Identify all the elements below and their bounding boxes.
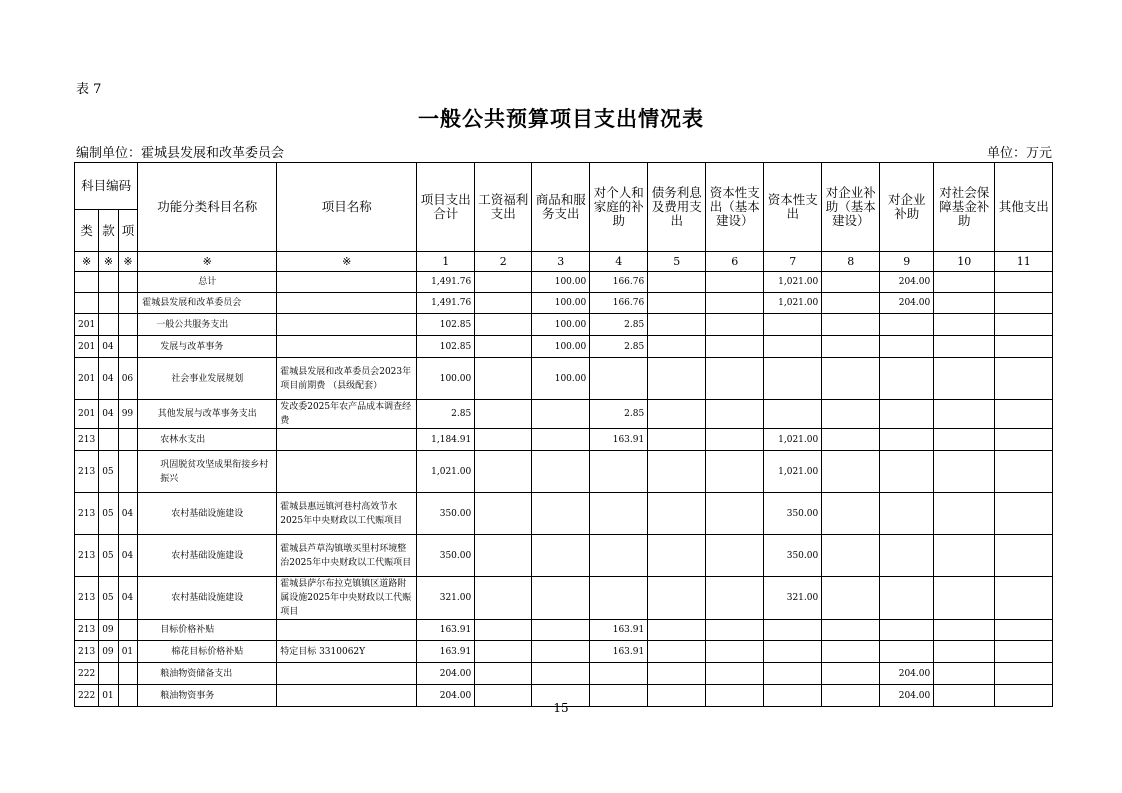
marker-cell: 10	[934, 252, 995, 272]
cell-capital	[764, 641, 822, 663]
cell-kuan: 04	[99, 400, 119, 429]
cell-social	[934, 577, 995, 620]
cell-function-name: 总计	[138, 272, 277, 293]
col-ent-basic: 对企业补助（基本建设）	[822, 163, 880, 252]
cell-xiang	[118, 620, 138, 641]
budget-table	[74, 162, 1053, 707]
cell-ent-basic	[822, 535, 880, 577]
table-number: 表 7	[76, 82, 102, 97]
cell-other	[995, 493, 1053, 535]
cell-personal: 2.85	[590, 400, 648, 429]
cell-capital	[764, 358, 822, 400]
cell-kuan: 09	[99, 620, 119, 641]
cell-lei: 213	[75, 535, 99, 577]
cell-enterprise	[880, 577, 934, 620]
cell-cap-basic	[706, 641, 764, 663]
cell-wage	[475, 620, 532, 641]
cell-enterprise: 204.00	[880, 293, 934, 314]
cell-total: 2.85	[417, 400, 475, 429]
cell-goods: 100.00	[532, 358, 590, 400]
marker-cell: 6	[706, 252, 764, 272]
cell-kuan: 04	[99, 358, 119, 400]
cell-lei: 201	[75, 400, 99, 429]
cell-social	[934, 400, 995, 429]
marker-cell: ※	[138, 252, 277, 272]
cell-capital: 321.00	[764, 577, 822, 620]
cell-capital	[764, 336, 822, 358]
cell-personal: 166.76	[590, 293, 648, 314]
cell-xiang	[118, 336, 138, 358]
cell-ent-basic	[822, 663, 880, 685]
col-debt: 债务利息及费用支出	[648, 163, 706, 252]
marker-cell: ※	[75, 252, 99, 272]
cell-project-name: 霍城县发展和改革委员会2023年项目前期费 （县级配套）	[277, 358, 417, 400]
cell-goods	[532, 663, 590, 685]
cell-function-name: 发展与改革事务	[138, 336, 277, 358]
cell-personal: 163.91	[590, 641, 648, 663]
cell-debt	[648, 400, 706, 429]
cell-goods	[532, 451, 590, 493]
cell-xiang: 04	[118, 577, 138, 620]
cell-enterprise	[880, 451, 934, 493]
cell-lei: 213	[75, 429, 99, 451]
cell-other	[995, 535, 1053, 577]
cell-other	[995, 620, 1053, 641]
cell-total: 163.91	[417, 641, 475, 663]
cell-ent-basic	[822, 272, 880, 293]
cell-goods	[532, 641, 590, 663]
cell-goods: 100.00	[532, 272, 590, 293]
table-row	[75, 400, 1053, 429]
cell-function-name: 农村基础设施建设	[138, 577, 277, 620]
cell-lei: 213	[75, 451, 99, 493]
cell-social	[934, 314, 995, 336]
cell-total: 350.00	[417, 493, 475, 535]
marker-cell: 9	[880, 252, 934, 272]
table-row	[75, 451, 1053, 493]
page-title: 一般公共预算项目支出情况表	[418, 106, 704, 131]
marker-cell: 3	[532, 252, 590, 272]
cell-total: 100.00	[417, 358, 475, 400]
cell-lei: 213	[75, 641, 99, 663]
cell-social	[934, 451, 995, 493]
cell-enterprise	[880, 620, 934, 641]
cell-other	[995, 641, 1053, 663]
cell-ent-basic	[822, 620, 880, 641]
col-social: 对社会保障基金补助	[934, 163, 995, 252]
cell-xiang: 04	[118, 493, 138, 535]
table-row	[75, 293, 1053, 314]
cell-function-name: 粮油物资储备支出	[138, 663, 277, 685]
cell-goods	[532, 535, 590, 577]
col-total: 项目支出合计	[417, 163, 475, 252]
cell-kuan: 05	[99, 535, 119, 577]
cell-capital: 1,021.00	[764, 429, 822, 451]
cell-other	[995, 663, 1053, 685]
cell-other	[995, 314, 1053, 336]
cell-personal	[590, 577, 648, 620]
cell-kuan: 04	[99, 336, 119, 358]
cell-xiang	[118, 314, 138, 336]
marker-cell: 1	[417, 252, 475, 272]
table-row	[75, 272, 1053, 293]
cell-lei: 201	[75, 314, 99, 336]
cell-cap-basic	[706, 620, 764, 641]
cell-goods: 100.00	[532, 293, 590, 314]
cell-lei: 213	[75, 620, 99, 641]
cell-enterprise	[880, 358, 934, 400]
table-row	[75, 429, 1053, 451]
cell-cap-basic	[706, 314, 764, 336]
cell-enterprise	[880, 336, 934, 358]
marker-row	[75, 252, 1053, 272]
cell-lei: 222	[75, 685, 99, 707]
cell-capital: 1,021.00	[764, 272, 822, 293]
cell-enterprise	[880, 493, 934, 535]
col-personal: 对个人和家庭的补助	[590, 163, 648, 252]
cell-ent-basic	[822, 429, 880, 451]
cell-wage	[475, 314, 532, 336]
col-enterprise: 对企业补助	[880, 163, 934, 252]
cell-cap-basic	[706, 577, 764, 620]
cell-function-name: 农村基础设施建设	[138, 535, 277, 577]
cell-cap-basic	[706, 535, 764, 577]
table-row	[75, 535, 1053, 577]
cell-debt	[648, 336, 706, 358]
cell-function-name: 一般公共服务支出	[138, 314, 277, 336]
marker-cell: ※	[277, 252, 417, 272]
cell-project-name	[277, 451, 417, 493]
cell-other	[995, 272, 1053, 293]
cell-lei: 213	[75, 577, 99, 620]
cell-xiang	[118, 293, 138, 314]
cell-total: 350.00	[417, 535, 475, 577]
cell-wage	[475, 451, 532, 493]
cell-project-name: 霍城县惠远镇河巷村高效节水 2025年中央财政以工代赈项目	[277, 493, 417, 535]
table-body	[75, 252, 1053, 707]
cell-xiang: 04	[118, 535, 138, 577]
col-kuan: 款	[99, 210, 119, 252]
cell-debt	[648, 451, 706, 493]
cell-goods	[532, 577, 590, 620]
cell-total: 204.00	[417, 663, 475, 685]
marker-cell: 11	[995, 252, 1053, 272]
cell-total: 163.91	[417, 620, 475, 641]
currency-unit: 单位：万元	[986, 146, 1052, 161]
cell-cap-basic	[706, 293, 764, 314]
col-project-name: 项目名称	[277, 163, 417, 252]
cell-function-name: 棉花目标价格补贴	[138, 641, 277, 663]
cell-xiang	[118, 429, 138, 451]
cell-social	[934, 272, 995, 293]
cell-function-name: 农村基础设施建设	[138, 493, 277, 535]
cell-enterprise: 204.00	[880, 272, 934, 293]
marker-cell: 7	[764, 252, 822, 272]
col-capital: 资本性支出	[764, 163, 822, 252]
cell-cap-basic	[706, 272, 764, 293]
col-xiang: 项	[118, 210, 138, 252]
cell-debt	[648, 429, 706, 451]
cell-debt	[648, 314, 706, 336]
cell-lei	[75, 272, 99, 293]
cell-personal	[590, 535, 648, 577]
cell-wage	[475, 663, 532, 685]
cell-wage	[475, 641, 532, 663]
cell-lei	[75, 293, 99, 314]
marker-cell: 4	[590, 252, 648, 272]
cell-total: 204.00	[417, 685, 475, 707]
cell-other	[995, 358, 1053, 400]
cell-total: 1,021.00	[417, 451, 475, 493]
cell-cap-basic	[706, 429, 764, 451]
cell-personal: 163.91	[590, 620, 648, 641]
cell-other	[995, 336, 1053, 358]
cell-debt	[648, 272, 706, 293]
cell-cap-basic	[706, 336, 764, 358]
cell-total: 102.85	[417, 336, 475, 358]
cell-function-name: 巩固脱贫攻坚成果衔接乡村振兴	[138, 451, 277, 493]
cell-capital	[764, 620, 822, 641]
cell-kuan: 05	[99, 493, 119, 535]
cell-total: 1,491.76	[417, 272, 475, 293]
cell-project-name	[277, 663, 417, 685]
cell-personal	[590, 358, 648, 400]
cell-capital: 1,021.00	[764, 293, 822, 314]
cell-capital: 350.00	[764, 535, 822, 577]
cell-total: 1,184.91	[417, 429, 475, 451]
col-func-name: 功能分类科目名称	[138, 163, 277, 252]
cell-enterprise	[880, 429, 934, 451]
col-cap-basic: 资本性支出（基本建设）	[706, 163, 764, 252]
cell-social	[934, 293, 995, 314]
cell-lei: 201	[75, 336, 99, 358]
cell-lei: 201	[75, 358, 99, 400]
cell-other	[995, 400, 1053, 429]
marker-cell: ※	[99, 252, 119, 272]
cell-kuan: 01	[99, 685, 119, 707]
marker-cell: ※	[118, 252, 138, 272]
cell-lei: 213	[75, 493, 99, 535]
cell-personal: 2.85	[590, 336, 648, 358]
cell-total: 321.00	[417, 577, 475, 620]
cell-enterprise: 204.00	[880, 685, 934, 707]
cell-ent-basic	[822, 400, 880, 429]
page-number: 15	[553, 701, 569, 715]
cell-xiang: 99	[118, 400, 138, 429]
cell-personal	[590, 493, 648, 535]
cell-other	[995, 293, 1053, 314]
cell-wage	[475, 358, 532, 400]
table-row	[75, 493, 1053, 535]
cell-ent-basic	[822, 641, 880, 663]
col-lei: 类	[75, 210, 99, 252]
cell-capital	[764, 400, 822, 429]
cell-project-name: 霍城县萨尔布拉克镇镇区道路附属设施2025年中央财政以工代赈项目	[277, 577, 417, 620]
cell-kuan	[99, 314, 119, 336]
cell-ent-basic	[822, 577, 880, 620]
cell-ent-basic	[822, 493, 880, 535]
cell-other	[995, 451, 1053, 493]
cell-other	[995, 577, 1053, 620]
table-row	[75, 663, 1053, 685]
cell-function-name: 粮油物资事务	[138, 685, 277, 707]
cell-debt	[648, 535, 706, 577]
cell-social	[934, 535, 995, 577]
cell-project-name	[277, 620, 417, 641]
cell-project-name	[277, 429, 417, 451]
col-other: 其他支出	[995, 163, 1053, 252]
cell-xiang: 06	[118, 358, 138, 400]
cell-social	[934, 336, 995, 358]
cell-kuan: 09	[99, 641, 119, 663]
cell-ent-basic	[822, 314, 880, 336]
cell-debt	[648, 663, 706, 685]
cell-capital	[764, 314, 822, 336]
cell-xiang: 01	[118, 641, 138, 663]
marker-cell: 5	[648, 252, 706, 272]
cell-debt	[648, 358, 706, 400]
cell-cap-basic	[706, 358, 764, 400]
cell-wage	[475, 429, 532, 451]
cell-project-name: 发改委2025年农产品成本调查经费	[277, 400, 417, 429]
marker-cell: 2	[475, 252, 532, 272]
cell-project-name	[277, 336, 417, 358]
cell-function-name: 农林水支出	[138, 429, 277, 451]
cell-enterprise: 204.00	[880, 663, 934, 685]
col-code-group: 科目编码	[75, 163, 138, 210]
cell-cap-basic	[706, 663, 764, 685]
cell-goods: 100.00	[532, 314, 590, 336]
table-header	[75, 163, 1053, 252]
table-row	[75, 577, 1053, 620]
cell-ent-basic	[822, 358, 880, 400]
cell-wage	[475, 400, 532, 429]
compiling-unit: 编制单位：霍城县发展和改革委员会	[76, 146, 285, 161]
cell-capital: 1,021.00	[764, 451, 822, 493]
cell-kuan	[99, 663, 119, 685]
cell-social	[934, 493, 995, 535]
table-row	[75, 336, 1053, 358]
cell-capital: 350.00	[764, 493, 822, 535]
cell-goods	[532, 429, 590, 451]
cell-goods: 100.00	[532, 336, 590, 358]
marker-cell: 8	[822, 252, 880, 272]
cell-enterprise	[880, 400, 934, 429]
cell-function-name: 社会事业发展规划	[138, 358, 277, 400]
cell-function-name: 其他发展与改革事务支出	[138, 400, 277, 429]
cell-wage	[475, 535, 532, 577]
cell-ent-basic	[822, 451, 880, 493]
cell-lei: 222	[75, 663, 99, 685]
cell-ent-basic	[822, 293, 880, 314]
cell-debt	[648, 641, 706, 663]
cell-cap-basic	[706, 451, 764, 493]
cell-social	[934, 358, 995, 400]
cell-social	[934, 620, 995, 641]
cell-ent-basic	[822, 336, 880, 358]
cell-xiang	[118, 451, 138, 493]
cell-total: 1,491.76	[417, 293, 475, 314]
cell-other	[995, 429, 1053, 451]
col-wage: 工资福利支出	[475, 163, 532, 252]
table-row	[75, 641, 1053, 663]
cell-debt	[648, 577, 706, 620]
cell-goods	[532, 400, 590, 429]
cell-enterprise	[880, 641, 934, 663]
cell-social	[934, 429, 995, 451]
cell-wage	[475, 272, 532, 293]
cell-function-name: 目标价格补贴	[138, 620, 277, 641]
cell-personal: 163.91	[590, 429, 648, 451]
cell-personal	[590, 451, 648, 493]
cell-enterprise	[880, 535, 934, 577]
cell-capital	[764, 663, 822, 685]
cell-kuan	[99, 429, 119, 451]
cell-total: 102.85	[417, 314, 475, 336]
table-row	[75, 620, 1053, 641]
cell-kuan	[99, 293, 119, 314]
cell-xiang	[118, 272, 138, 293]
table-row	[75, 314, 1053, 336]
cell-kuan: 05	[99, 577, 119, 620]
cell-personal: 2.85	[590, 314, 648, 336]
cell-function-name: 霍城县发展和改革委员会	[138, 293, 277, 314]
cell-cap-basic	[706, 493, 764, 535]
cell-wage	[475, 577, 532, 620]
cell-cap-basic	[706, 400, 764, 429]
cell-personal: 166.76	[590, 272, 648, 293]
col-goods: 商品和服务支出	[532, 163, 590, 252]
cell-kuan: 05	[99, 451, 119, 493]
cell-enterprise	[880, 314, 934, 336]
cell-goods	[532, 620, 590, 641]
cell-social	[934, 663, 995, 685]
cell-goods	[532, 493, 590, 535]
cell-debt	[648, 493, 706, 535]
cell-wage	[475, 336, 532, 358]
cell-social	[934, 641, 995, 663]
cell-wage	[475, 493, 532, 535]
cell-wage	[475, 293, 532, 314]
table-row	[75, 358, 1053, 400]
cell-debt	[648, 293, 706, 314]
cell-project-name	[277, 314, 417, 336]
cell-project-name: 霍城县芦草沟镇墩买里村环境整治2025年中央财政以工代赈项目	[277, 535, 417, 577]
cell-project-name	[277, 293, 417, 314]
cell-project-name: 特定目标 3310062Y	[277, 641, 417, 663]
cell-debt	[648, 620, 706, 641]
cell-project-name	[277, 272, 417, 293]
cell-personal	[590, 663, 648, 685]
cell-xiang	[118, 663, 138, 685]
cell-kuan	[99, 272, 119, 293]
